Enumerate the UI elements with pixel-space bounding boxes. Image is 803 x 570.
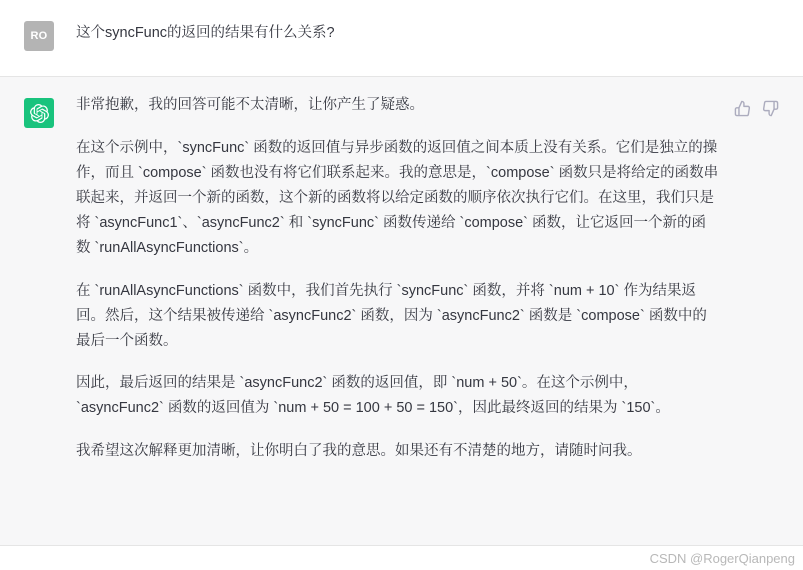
avatar <box>24 21 54 51</box>
watermark: CSDN @RogerQianpeng <box>649 551 795 566</box>
user-message-content <box>76 16 779 45</box>
assistant-paragraph-1: 非常抱歉，我的回答可能不太清晰，让你产生了疑惑。 <box>76 97 424 113</box>
assistant-paragraph-3: 在 `runAllAsyncFunctions` 函数中，我们首先执行 `syncFunc` 函数，并将 `num + 10` 作为结果返回。然后，这个结果被传递给 `asyncFunc2` 函数，因为 `asyncFunc2` 函数是 `compose` 函数中的最后一个函数。 <box>76 282 707 349</box>
assistant-message-content <box>76 93 727 464</box>
thumb-down-icon[interactable] <box>761 99 779 117</box>
assistant-message-row <box>0 76 803 546</box>
message-actions <box>727 99 779 117</box>
assistant-paragraph-5: 我希望这次解释更加清晰，让你明白了我的意思。如果还有不清楚的地方，请随时问我。 <box>76 443 642 460</box>
openai-logo-icon <box>30 104 49 123</box>
avatar-initials: RO <box>30 30 48 42</box>
user-message-row <box>0 0 803 76</box>
assistant-paragraph-2: 在这个示例中，`syncFunc` 函数的返回值与异步函数的返回值之间本质上没有关系。它们是独立的操作，而且 `compose` 函数也没有将它们联系起来。我的意思是，`compose` 函数只是将给定的函数串联起来，并返回一个新的函数，这个新的函数将以给定函数的顺序依次执行它们。在这里，我们只是将 `asyncFunc1`、`asyncFunc2` 和 `syncFunc` 函数传递给 `compose` 函数，让它返回一个新的函数 `runAllAsyncFunctions`。 <box>76 139 719 256</box>
assistant-avatar <box>24 98 54 128</box>
thumb-up-icon[interactable] <box>733 99 751 117</box>
assistant-paragraph-4: 因此，最后返回的结果是 `asyncFunc2` 函数的返回值，即 `num + 50`。在这个示例中，`asyncFunc2` 函数的返回值为 `num + 50 = 100 + 50 = 150`，因此最终返回的结果为 `150`。 <box>76 375 670 417</box>
user-message-text: 这个syncFunc的返回的结果有什么关系? <box>76 25 335 41</box>
